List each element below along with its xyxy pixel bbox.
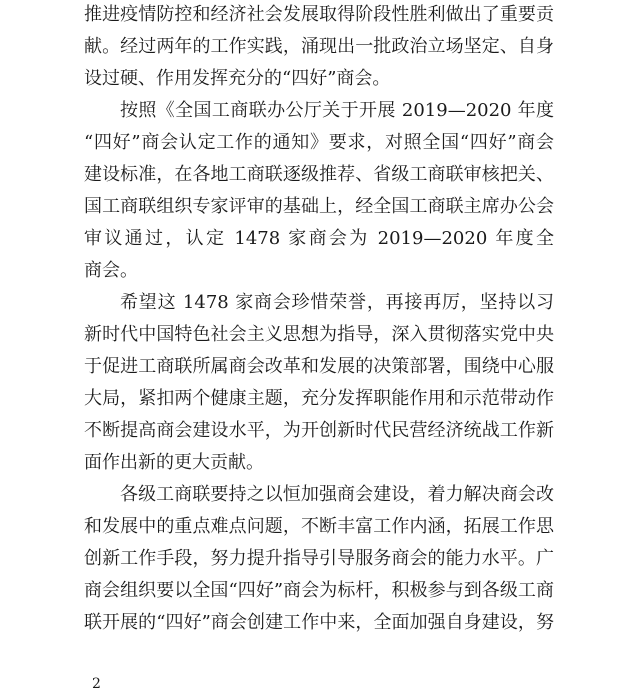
text-line: 审议通过，认定 1478 家商会为 2019—2020 年度全 [84,228,554,249]
text-line: 建设标准，在各地工商联逐级推荐、省级工商联审核把关、 [84,164,554,185]
text-line: 新时代中国特色社会主义思想为指导，深入贯彻落实党中央 [84,324,554,345]
text-line: 于促进工商联所属商会改革和发展的决策部署，围绕中心服 [84,356,554,377]
paragraph-first-line: 按照《全国工商联办公厅关于开展 2019—2020 年度 [120,100,554,121]
paragraph-first-line: 各级工商联要持之以恒加强商会建设，着力解决商会改 [120,484,554,505]
text-line: 商会。 [84,260,138,281]
text-line: 大局，紧扣两个健康主题，充分发挥职能作用和示范带动作 [84,388,554,409]
text-line: 推进疫情防控和经济社会发展取得阶段性胜利做出了重要贡 [84,4,554,25]
text-line: 商会组织要以全国“四好”商会为标杆，积极参与到各级工商 [84,580,554,601]
paragraph-first-line: 希望这 1478 家商会珍惜荣誉，再接再厉，坚持以习 [120,292,554,313]
page-number: 2 [92,676,101,689]
text-line: 和发展中的重点难点问题，不断丰富工作内涵，拓展工作思 [84,516,554,537]
text-line: “四好”商会认定工作的通知》要求，对照全国“四好”商会 [84,132,554,153]
text-line: 联开展的“四好”商会创建工作中来，全面加强自身建设，努 [84,612,554,633]
text-line: 不断提高商会建设水平，为开创新时代民营经济统战工作新 [84,420,554,441]
text-line: 国工商联组织专家评审的基础上，经全国工商联主席办公会 [84,196,554,217]
text-line: 面作出新的更大贡献。 [84,452,264,473]
text-line: 设过硬、作用发挥充分的“四好”商会。 [84,68,391,89]
text-line: 创新工作手段，努力提升指导引导服务商会的能力水平。广 [84,548,554,569]
text-line: 献。经过两年的工作实践，涌现出一批政治立场坚定、自身 [84,36,554,57]
